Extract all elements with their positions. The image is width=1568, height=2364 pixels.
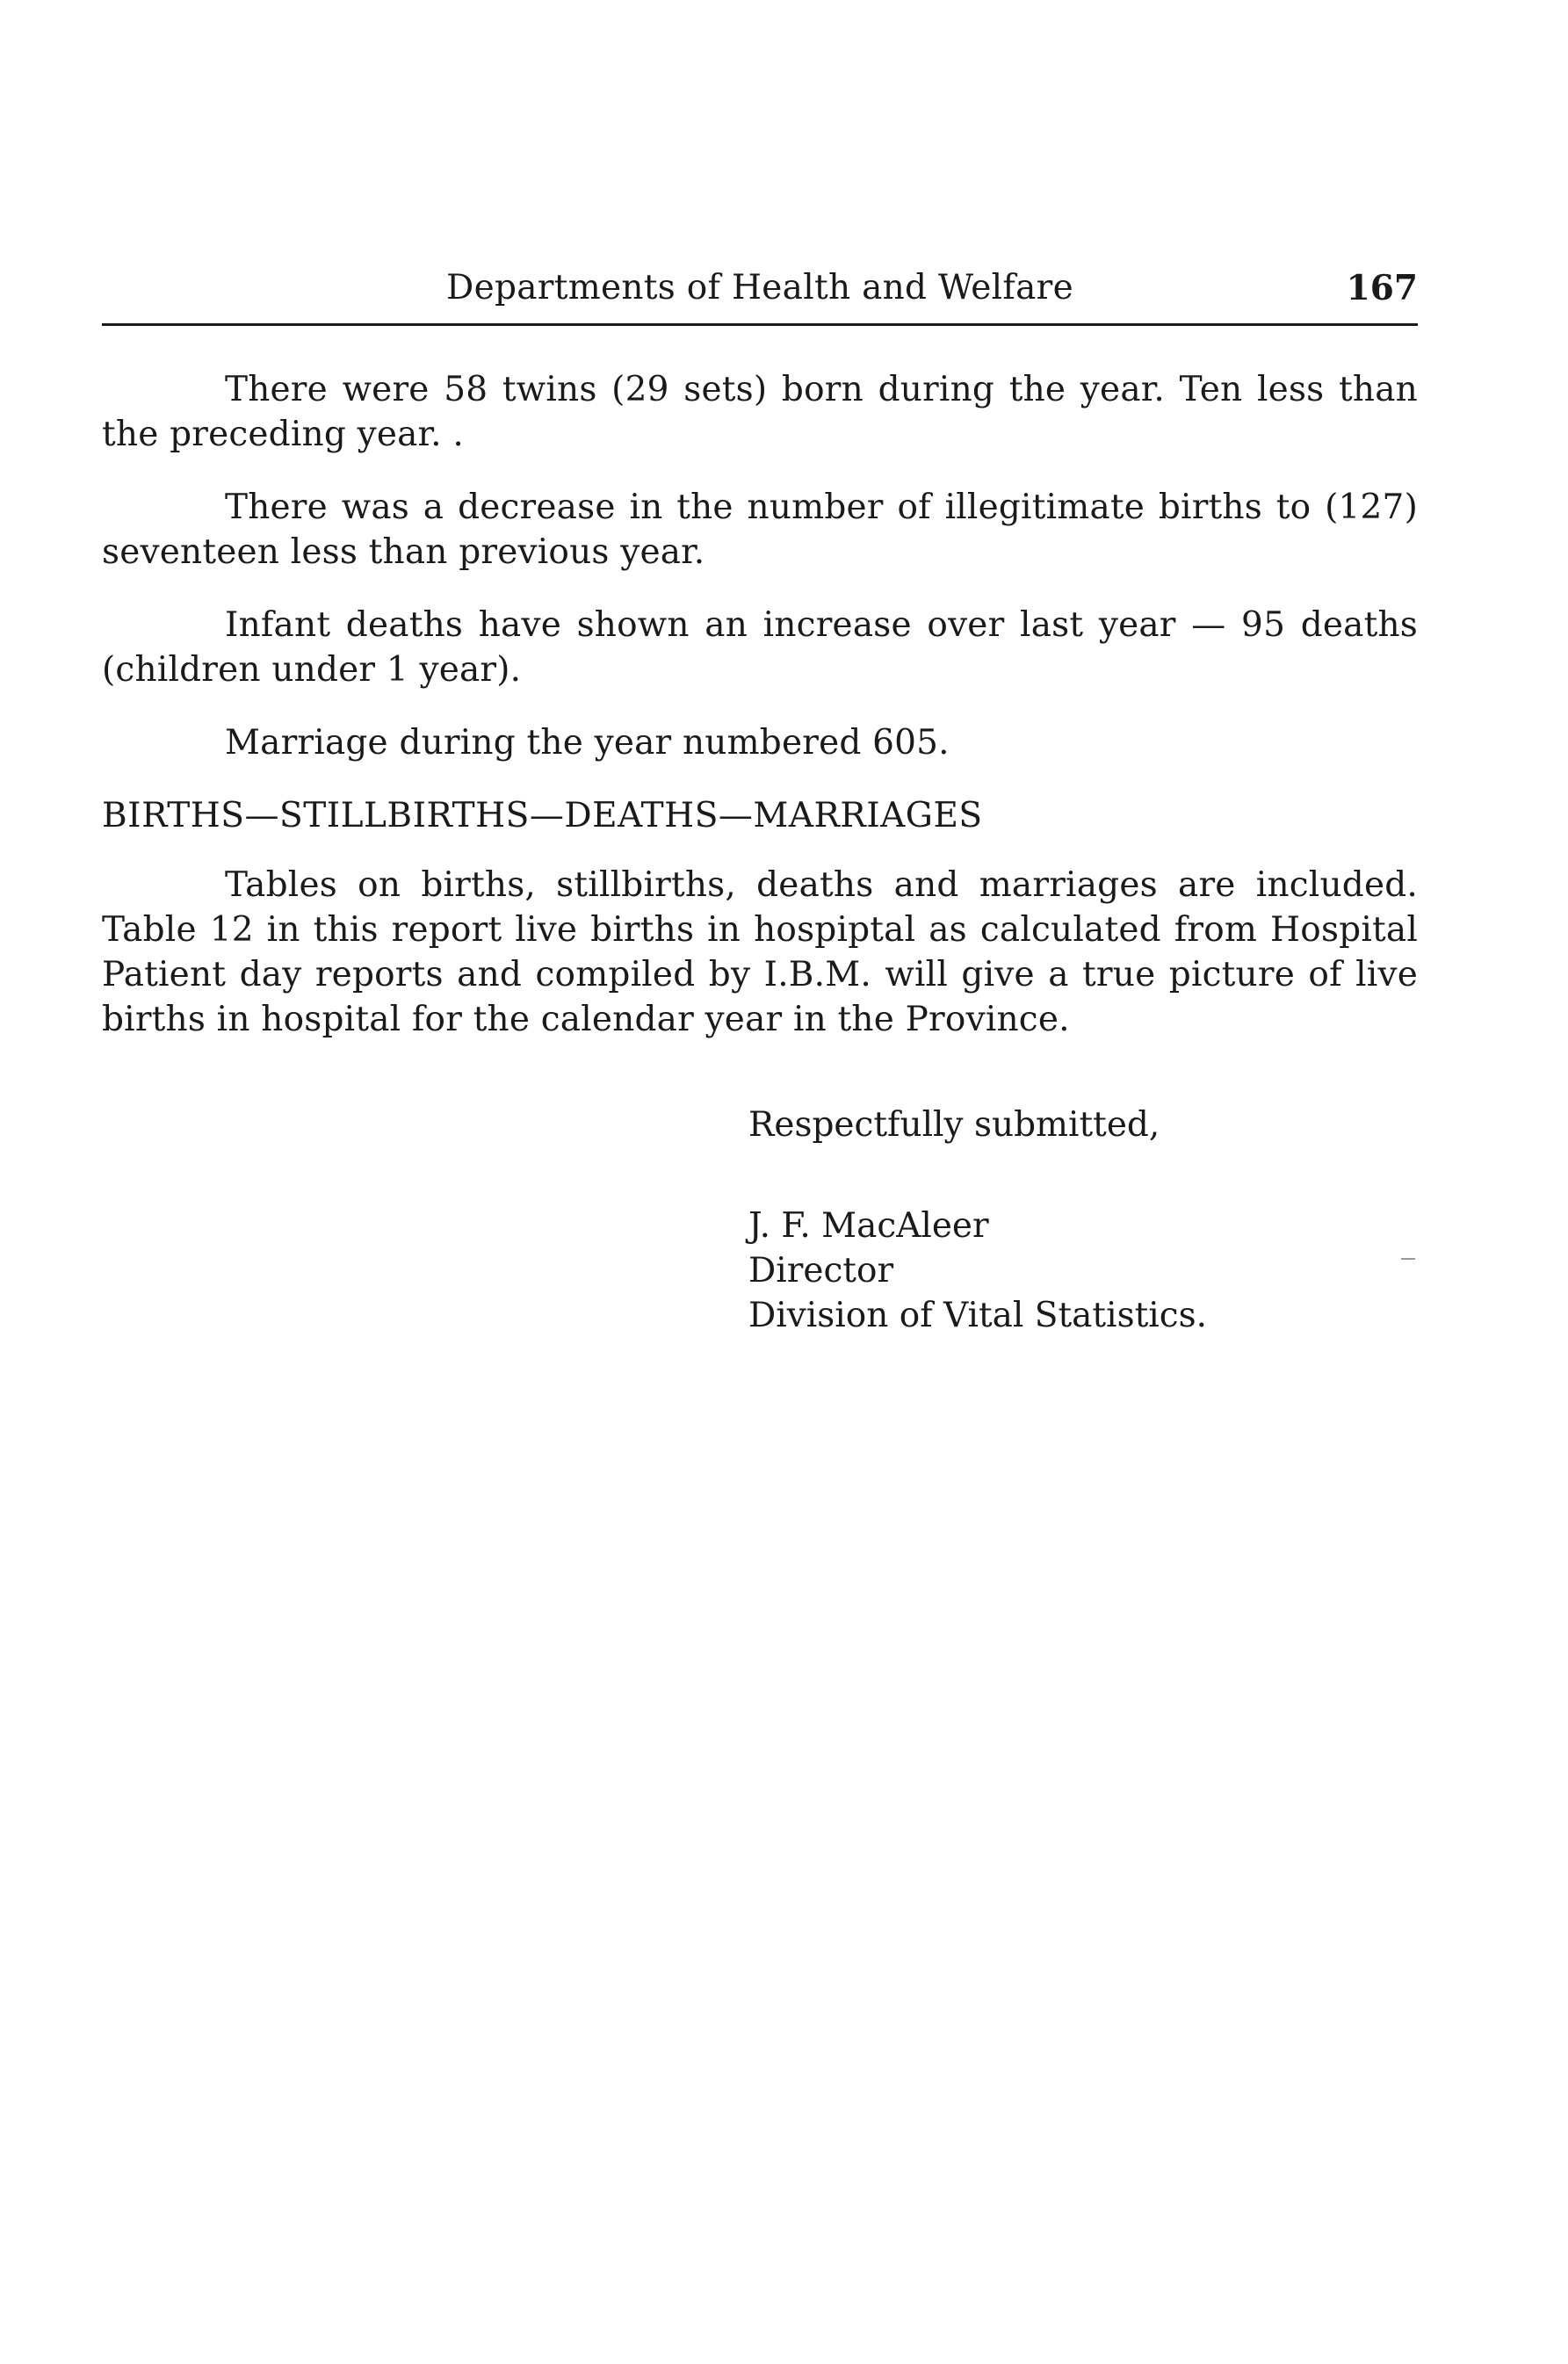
closing-line: Respectfully submitted, (748, 1105, 1160, 1145)
paragraph-tables: Tables on births, stillbirths, deaths and marriages are included. Table 12 in this report live births in hospiptal as calculated from Hospital Patient day reports and compiled by I.B.M. will give a true picture of live births in hospital for the calendar year in the Province. (102, 865, 1418, 1039)
signatory-name: J. F. MacAleer (748, 1206, 989, 1246)
page-number: 167 (1346, 268, 1418, 308)
signatory-division: Division of Vital Statistics. (748, 1296, 1207, 1335)
signature-block (748, 1204, 1207, 1338)
paragraph-infant-deaths: Infant deaths have shown an increase over last year — 95 deaths (children under 1 year). (102, 605, 1418, 690)
header-divider (102, 323, 1418, 326)
paragraph-illegitimate-births: There was a decrease in the number of illegitimate births to (127) seventeen less than previous year. (102, 488, 1418, 572)
paragraph-marriages: Marriage during the year numbered 605. (225, 723, 950, 763)
running-header (102, 264, 1418, 325)
document-body (102, 367, 1418, 1070)
paragraph-twins: There were 58 twins (29 sets) born during the year. Ten less than the preceding year. . (102, 370, 1418, 454)
signatory-title: Director (748, 1251, 894, 1290)
header-title: Departments of Health and Welfare (446, 268, 1073, 307)
stray-mark (1401, 1258, 1415, 1260)
section-heading: BIRTHS—STILLBIRTHS—DEATHS—MARRIAGES (102, 796, 983, 835)
